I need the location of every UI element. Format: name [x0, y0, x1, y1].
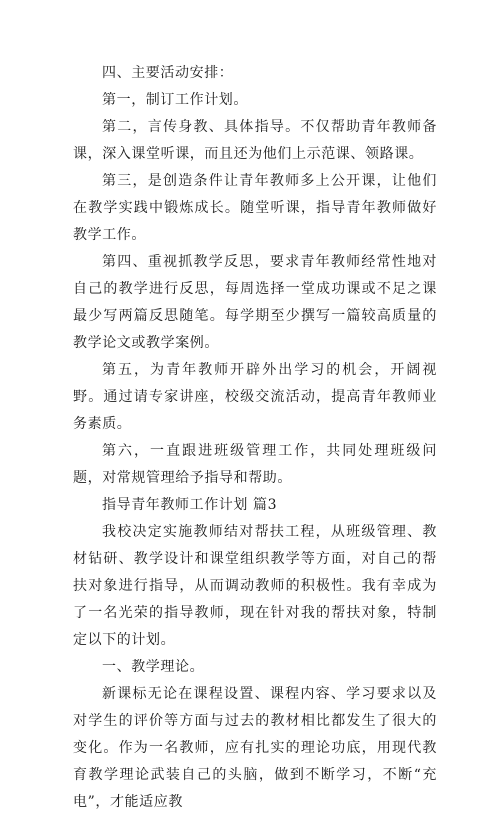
section-heading-activities: 四、主要活动安排： [102, 65, 234, 81]
paragraph-sixth: 第六，一直跟进班级管理工作，共同处理班级问题，对常规管理给予指导和帮助。 [73, 443, 437, 486]
section-heading-theory: 一、教学理论。 [102, 659, 205, 675]
paragraph-third: 第三，是创造条件让青年教师多上公开课，让他们在教学实践中锻炼成长。随堂听课，指导青年教师做好教学工作。 [73, 173, 437, 243]
document-body [73, 60, 437, 816]
section-title-plan-3: 指导青年教师工作计划 篇3 [102, 497, 278, 513]
paragraph-fifth: 第五，为青年教师开辟外出学习的机会，开阔视野。通过请专家讲座，校级交流活动，提高青年教师业务素质。 [73, 362, 437, 432]
paragraph-second: 第二，言传身教、具体指导。不仅帮助青年教师备课，深入课堂听课，而且还为他们上示范课、领路课。 [73, 119, 437, 162]
paragraph-theory: 新课标无论在课程设置、课程内容、学习要求以及对学生的评价等方面与过去的教材相比都发生了很大的变化。作为一名教师，应有扎实的理论功底，用现代教育教学理论武装自己的头脑，做到不断学习，不断“充电”，才能适应教 [73, 686, 437, 810]
paragraph-intro: 我校决定实施教师结对帮扶工程，从班级管理、教材钻研、教学设计和课堂组织教学等方面，对自己的帮扶对象进行指导，从而调动教师的积极性。我有幸成为了一名光荣的指导教师，现在针对我的帮扶对象，特制定以下的计划。 [73, 524, 437, 648]
paragraph-fourth: 第四、重视抓教学反思，要求青年教师经常性地对自己的教学进行反思，每周选择一堂成功课或不足之课最少写两篇反思随笔。每学期至少撰写一篇较高质量的教学论文或教学案例。 [73, 254, 437, 351]
paragraph-first: 第一，制订工作计划。 [102, 92, 248, 108]
